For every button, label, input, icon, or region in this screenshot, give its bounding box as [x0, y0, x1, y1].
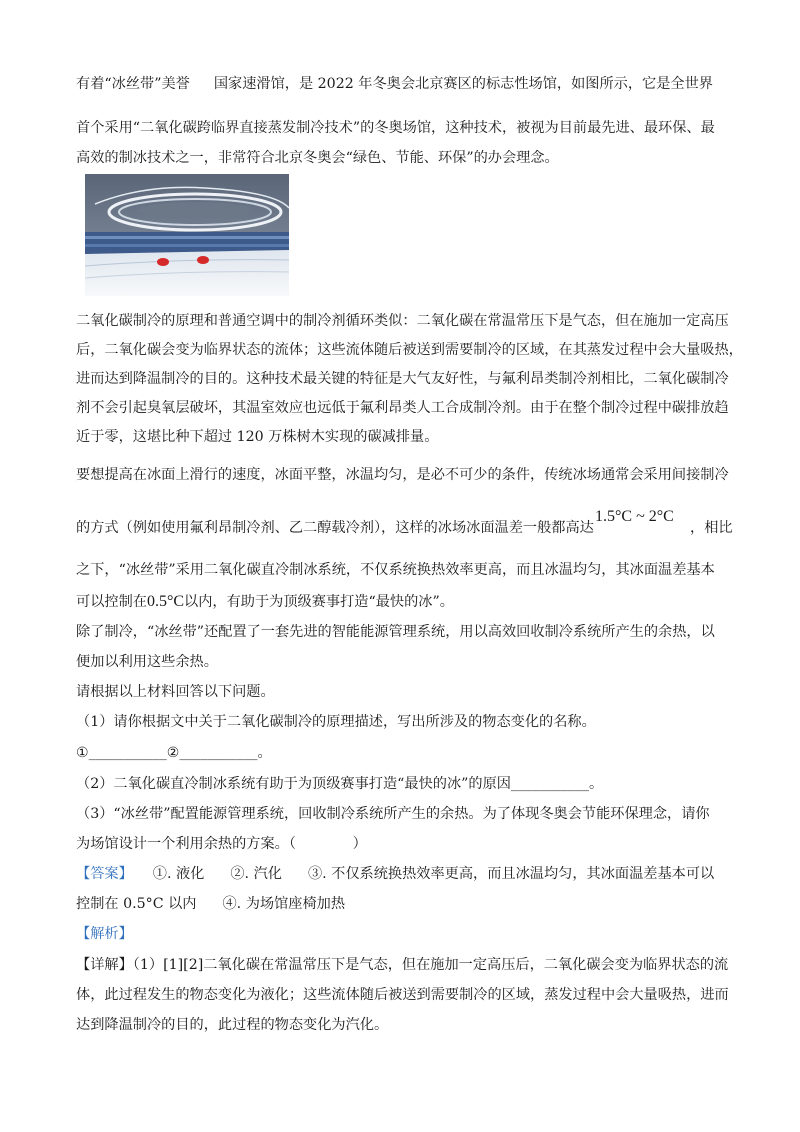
answer-4: ④. 为场馆座椅加热 — [222, 896, 346, 912]
detail-line-3: 达到降温制冷的目的，此过程的物态变化为汽化。 — [76, 1017, 389, 1033]
para1-line-3: 进而达到降温制冷的目的。这种技术最关键的特征是大气友好性，与氟利昂类制冷剂相比，二氧化碳制冷 — [76, 371, 729, 387]
intro-line-3: 高效的制冰技术之一，非常符合北京冬奥会“绿色、节能、环保”的办会理念。 — [76, 150, 559, 166]
question-3-line-1: （3）“冰丝带”配置能源管理系统，回收制冷系统所产生的余热。为了体现冬奥会节能环保理念，请你 — [76, 806, 710, 822]
intro-line-1b: 国家速滑馆，是 2022 年冬奥会北京赛区的标志性场馆，如图所示，它是全世界 — [213, 76, 713, 92]
para2-line-4a: 可以控制在 — [76, 594, 147, 610]
formula-temp-diff: 0.5°C — [146, 593, 185, 610]
answer-2: ②. 汽化 — [230, 866, 282, 882]
question-1-blanks: ①___________②___________。 — [76, 745, 272, 761]
para2-line-4 — [76, 592, 454, 612]
para2-line-3: 之下，“冰丝带”采用二氧化碳直冷制冰系统，不仅系统换热效率更高，而且冰温均匀，其冰面温差基本 — [76, 562, 715, 578]
para1-line-1: 二氧化碳制冷的原理和普通空调中的制冷剂循环类似：二氧化碳在常温常压下是气态，但在施加一定高压 — [76, 313, 729, 329]
para1-line-4: 剂不会引起臭氧层破坏，其温室效应也远低于氟利昂类人工合成制冷剂。由于在整个制冷过程中碳排放趋 — [76, 400, 729, 416]
answer-line-1 — [76, 864, 714, 884]
answer-1: ①. 液化 — [152, 866, 205, 882]
para2-line-2a: 的方式（例如使用氟利昂制冷剂、乙二醇载冷剂），这样的冰场冰面温差一般都高达 — [76, 520, 594, 536]
intro-line-1a: 有着“冰丝带”美誉 — [76, 76, 190, 92]
para2-line-2b: ，相比 — [690, 520, 733, 536]
para3-line-2: 便加以利用这些余热。 — [76, 654, 218, 670]
detail-tag: 【详解】 — [76, 957, 133, 973]
analysis-tag: 【解析】 — [76, 926, 133, 942]
para2-line-2 — [76, 518, 594, 538]
intro-line-1 — [76, 74, 713, 94]
formula-temp-range: 1.5°C ~ 2°C — [595, 508, 674, 525]
detail-line-1 — [76, 955, 728, 975]
question-1: （1）请你根据文中关于二氧化碳制冷的原理描述，写出所涉及的物态变化的名称。 — [76, 714, 596, 730]
speed-skating-oval-photo — [85, 174, 289, 296]
answer-line-2 — [76, 894, 345, 914]
para1-line-5: 近于零，这堪比种下超过 120 万株树木实现的碳减排量。 — [76, 429, 439, 445]
question-2: （2）二氧化碳直冷制冰系统有助于为顶级赛事打造“最快的冰”的原因___________。 — [76, 776, 604, 792]
answer-3-cont: 控制在 0.5°C 以内 — [76, 896, 197, 912]
para2-line-1: 要想提高在冰面上滑行的速度，冰面平整，冰温均匀，是必不可少的条件，传统冰场通常会采用间接制冷 — [76, 467, 729, 483]
answer-3: ③. 不仅系统换热效率更高，而且冰温均匀，其冰面温差基本可以 — [307, 866, 715, 882]
question-prompt: 请根据以上材料回答以下问题。 — [76, 684, 275, 700]
question-3-line-2: 为场馆设计一个利用余热的方案。（ ） — [76, 836, 367, 852]
para2-line-4b: 以内，有助于为顶级赛事打造“最快的冰”。 — [184, 594, 454, 610]
para1-line-2: 后，二氧化碳会变为临界状态的流体；这些流体随后被送到需要制冷的区域，在其蒸发过程中会大量吸热， — [76, 342, 743, 358]
detail-line-1-text: （1）[1][2]二氧化碳在常温常压下是气态，但在施加一定高压后，二氧化碳会变为临界状态的流 — [132, 957, 729, 973]
intro-line-2: 首个采用“二氧化碳跨临界直接蒸发制冷技术”的冬奥场馆，这种技术，被视为目前最先进、最环保、最 — [76, 120, 715, 136]
detail-line-2: 体，此过程发生的物态变化为液化；这些流体随后被送到需要制冷的区域，蒸发过程中会大量吸热，进而 — [76, 987, 729, 1003]
answer-tag: 【答案】 — [76, 866, 133, 882]
para3-line-1: 除了制冷，“冰丝带”还配置了一套先进的智能能源管理系统，用以高效回收制冷系统所产生的余热，以 — [76, 624, 715, 640]
